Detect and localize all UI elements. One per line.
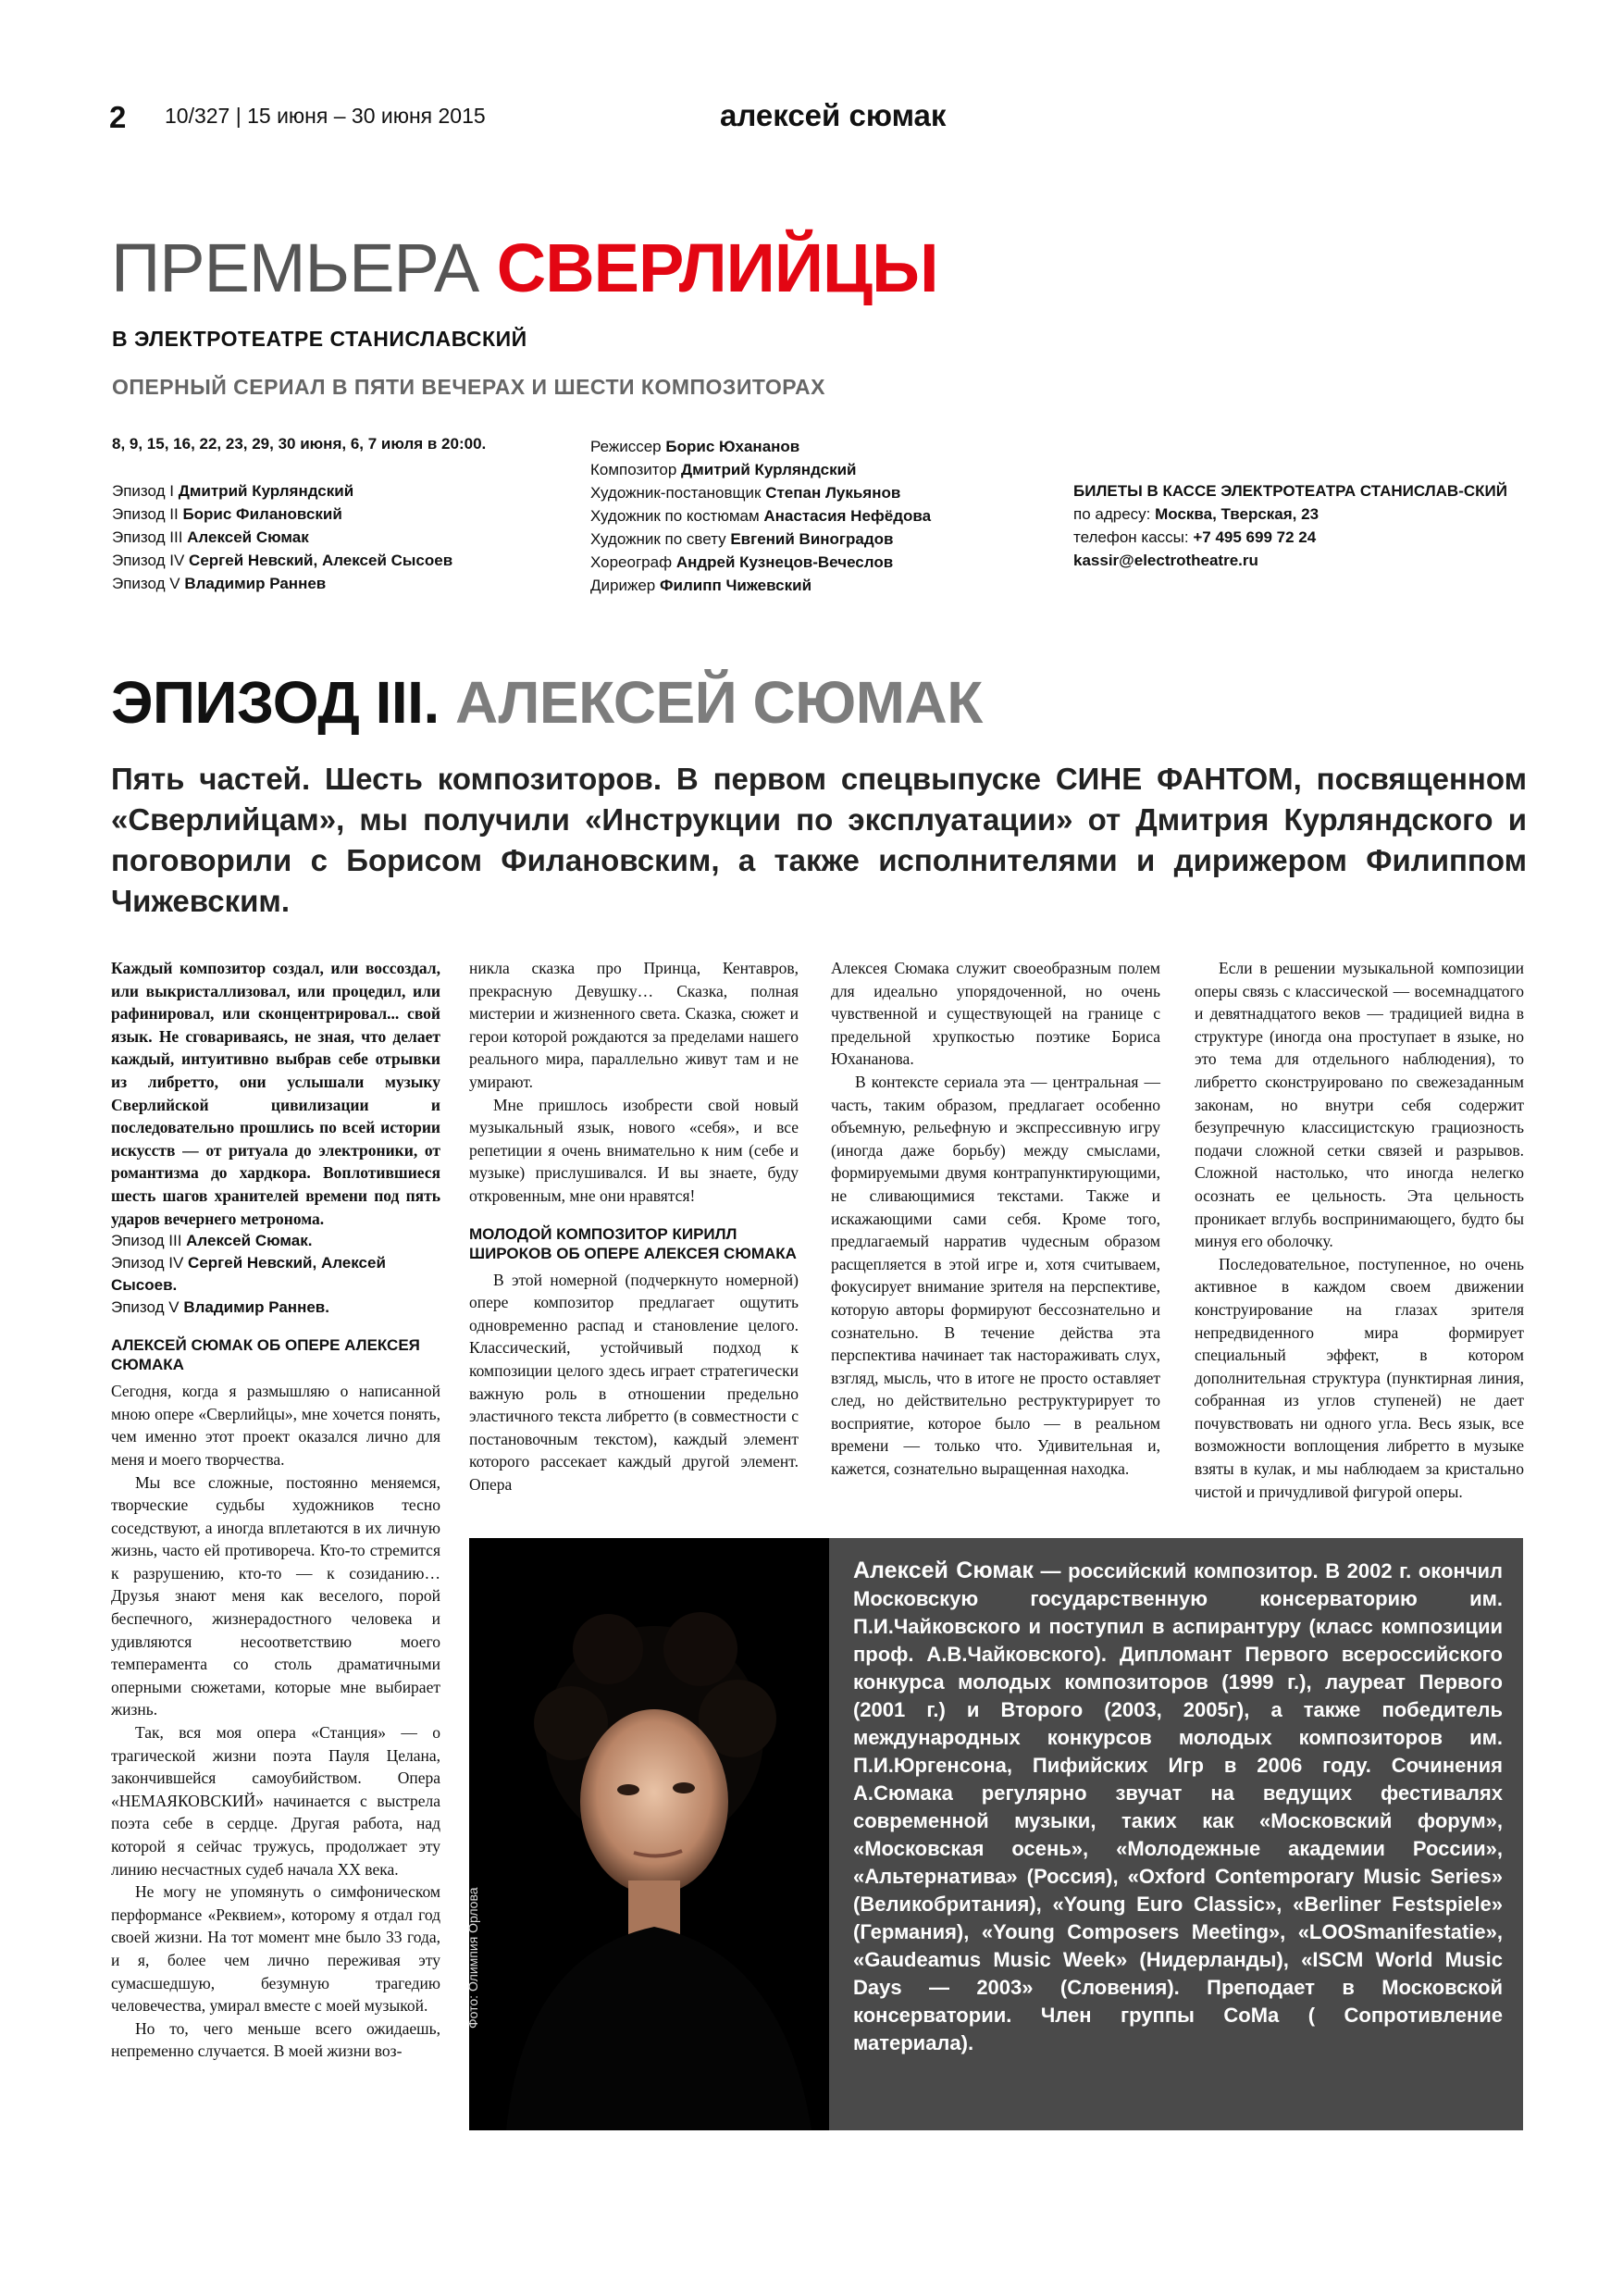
genre-subtitle: ОПЕРНЫЙ СЕРИАЛ В ПЯТИ ВЕЧЕРАХ И ШЕСТИ КОМПОЗИТОРАХ: [112, 375, 826, 399]
episode-list: [112, 479, 452, 595]
paragraph: Последовательное, поступенное, но очень активное в каждом своем движении конструирование на глазах зрителя непредвиденного мира формирует специальный эффект, в котором дополнительная структура (пунктирная линия, собранная из углов ступеней) не дает почувствовать ни одного угла. Весь язык, все возможности воплощения либретто в музыке взяты в кулак, и мы наблюдаем за кристально чистой и причудливой фигурой оперы.: [1195, 1254, 1524, 1501]
page-number: 2: [109, 100, 127, 134]
paragraph: Если в решении музыкальной композиции оперы связь с классической — восемнадцатого и девятнадцатого веков — традицией видна в структуре (иногда она проступает в языке, но это тема для отдельного наблюдения), то либретто сконструировано по свежезаданным законам, но внутри себя содержит безупречную классицистскую грациозность подачи сложной сетки связей и разрывов. Сложной настолько, что иногда нелегко осознать ее цельность. Эта цельность проникает вглубь воспринимающего, будто бы минуя его оболочку.: [1195, 959, 1524, 1251]
article-column-1: [111, 957, 440, 2063]
paragraph: Мы все сложные, постоянно меняемся, творческие судьбы художников тесно соседствуют, а иногда вплетаются в их личную жизнь, часто ей противореча. Кто-то стремится к разрушению, кто-то — к созиданию… Друзья знают меня как веселого, порой беспечного, жизнерадостного человека и удивляются несоответствию моего темперамента со столь драматичными оперными сюжетами, которые мне выбирает жизнь.: [111, 1472, 440, 1719]
episode-signature: Эпизод III Алексей Сюмак. Эпизод IV Сергей Невский, Алексей Сысоев. Эпизод V Владимир Раннев.: [111, 1232, 386, 1317]
crew-item: Хореограф Андрей Кузнецов-Вечеслов: [590, 553, 894, 571]
venue-subtitle: В ЭЛЕКТРОТЕАТРЕ СТАНИСЛАВСКИЙ: [112, 327, 527, 351]
premiere-title: [111, 231, 938, 305]
photo-credit: Фото: Олимпия Орлова: [465, 1887, 480, 2029]
performance-dates: 8, 9, 15, 16, 22, 23, 29, 30 июня, 6, 7 июля в 20:00.: [112, 435, 487, 453]
portrait-illustration: [469, 1538, 829, 2130]
paragraph: Мне пришлось изобрести свой новый музыкальный язык, нового «себя», и все репетиции я очень внимательно к ним (себе и музыке) прислушивался. И вы знаете, буду откровенным, мне они нравятся!: [469, 1095, 799, 1205]
episode-item: Эпизод I Дмитрий Курляндский: [112, 482, 354, 500]
ticket-info: [1073, 479, 1536, 572]
ticket-title: БИЛЕТЫ В КАССЕ ЭЛЕКТРОТЕАТРА СТАНИСЛАВ-СКИЙ: [1073, 482, 1507, 500]
ticket-address: по адресу: Москва, Тверская, 23: [1073, 505, 1319, 523]
premiere-word: ПРЕМЬЕРА: [111, 230, 479, 306]
section-heading: МОЛОДОЙ КОМПОЗИТОР КИРИЛЛ ШИРОКОВ ОБ ОПЕРЕ АЛЕКСЕЯ СЮМАКА: [469, 1224, 797, 1262]
paragraph: никла сказка про Принца, Кентавров, прекрасную Девушку… Сказка, полная мистерии и жизненного света. Сказка, сюжет и герои которой рождаются за пределами нашего реального мира, параллельно живут там и не умирают.: [469, 959, 799, 1091]
paragraph: Но то, чего меньше всего ожидаешь, непременно случается. В моей жизни воз-: [111, 2018, 440, 2061]
bio-name: Алексей Сюмак: [853, 1558, 1034, 1583]
episode-number: ЭПИЗОД III.: [111, 669, 440, 736]
crew-item: Художник-постановщик Степан Лукьянов: [590, 484, 901, 502]
crew-item: Дирижер Филипп Чижевский: [590, 577, 812, 594]
composer-bio: [829, 1538, 1523, 2130]
episode-item: Эпизод IV Сергей Невский, Алексей Сысоев: [112, 552, 453, 569]
episode-item: Эпизод V Владимир Раннев: [112, 575, 327, 592]
issue-info: 10/327 | 15 июня – 30 июня 2015: [165, 104, 486, 128]
ticket-email[interactable]: kassir@electrotheatre.ru: [1073, 552, 1258, 569]
paragraph: Не могу не упомянуть о симфоническом перформансе «Реквием», которому я отдал год своей жизни. На тот момент мне было 33 года, и я, более чем лично переживая эту сумасшедшую, безумную трагедию человечества, умирал вместе с моей музыкой.: [111, 1882, 440, 2016]
bio-text: — российский композитор. В 2002 г. окончил Московскую государственную консерваторию им. П.И.Чайковского и поступил в аспирантуру (класс композиции проф. А.В.Чайковского). Дипломант Первого всероссийского конкурса молодых композиторов (1999 г.), лауреат Первого (2001 г.) и Второго (2003, 2005г), а также победитель международных конкурсов молодых композиторов им. П.И.Юргенсона, Пифийских Игр в 2006 году. Сочинения А.Сюмака регулярно звучат на ведущих фестивалях современной музыки, таких как «Московский форум», «Московская осень», «Молодежные академии России», «Альтернатива» (Россия), «Oxford Contemporary Music Series» (Великобритания), «Young Euro Classic», «Berliner Festspiele» (Германия), «Young Composers Meeting», «LOOSmanifestatie», «Gaudeamus Music Week» (Нидерланды), «ISCM World Music Days — 2003» (Словения). Преподает в Московской консерватории. Член группы CoMa ( Сопротивление материала).: [853, 1559, 1503, 2054]
episode-heading: [111, 668, 983, 737]
article-column-4: [1195, 957, 1524, 1503]
article-column-3: [831, 957, 1160, 1481]
crew-list: [590, 435, 931, 597]
episode-item: Эпизод III Алексей Сюмак: [112, 528, 309, 546]
crew-item: Режиссер Борис Юхананов: [590, 438, 800, 455]
crew-item: Художник по костюмам Анастасия Нефёдова: [590, 507, 932, 525]
paragraph: Сегодня, когда я размышляю о написанной мною опере «Сверлийцы», мне хочется понять, чем именно этот проект оказался лично для меня и моего творчества.: [111, 1382, 440, 1469]
lead-paragraph: Пять частей. Шесть композиторов. В первом спецвыпуске СИНЕ ФАНТОМ, посвященном «Сверлийцам», мы получили «Инструкции по эксплуатации» от Дмитрия Курляндского и поговорили с Борисом Филановским, а также исполнителями и дирижером Филиппом Чижевским.: [111, 762, 1527, 918]
section-title: алексей сюмак: [720, 98, 947, 132]
paragraph: Так, вся моя опера «Станция» — о трагической жизни поэта Пауля Целана, закончившейся самоубийством. Опера «НЕМАЯКОВСКИЙ» начинается с выстрела поэта себе в сердце. Другая работа, над которой я сейчас тружусь, продолжает эту линию несчастных судеб начала XX века.: [111, 1723, 440, 1879]
intro-paragraph: Каждый композитор создал, или воссоздал, или выкристаллизовал, или процедил, или рафинировал, или сконцентрировал... свой язык. Не сговариваясь, не зная, что делает каждый, интуитивно выбрав себе отрывки из либретто, они услышали музыку Сверлийской цивилизации и последовательно прошлись по всей истории искусств — от ритуала до электроники, от романтизма до хардкора. Воплотившиеся шесть шагов хранителей времени под пять ударов вечернего метронома.: [111, 959, 440, 1228]
crew-item: Художник по свету Евгений Виноградов: [590, 530, 894, 548]
section-heading: АЛЕКСЕЙ СЮМАК ОБ ОПЕРЕ АЛЕКСЕЯ СЮМАКА: [111, 1336, 420, 1374]
paragraph: Алексея Сюмака служит своеобразным полем для идеально упорядоченной, но очень чувственной и существующей на границе с предельной хрупкостью поэтике Бориса Юхананова.: [831, 959, 1160, 1069]
ticket-phone: телефон кассы: +7 495 699 72 24: [1073, 528, 1317, 546]
episode-composer: АЛЕКСЕЙ СЮМАК: [455, 669, 983, 736]
paragraph: В этой номерной (подчеркнуто номерной) опере композитор предлагает ощутить одновременно распад и становление целого. Классический, устойчивый подход к композиции целого здесь играет стратегически важную роль в отношении предельно эластичного текста либретто (в совместности с постановочным текстом), каждый элемент которого рассекает каждый другой элемент. Опера: [469, 1270, 799, 1494]
crew-item: Композитор Дмитрий Курляндский: [590, 461, 857, 478]
composer-photo: [465, 1538, 829, 2130]
article-column-2: [469, 957, 799, 1496]
episode-item: Эпизод II Борис Филановский: [112, 505, 342, 523]
opera-title: СВЕРЛИЙЦЫ: [496, 230, 938, 306]
paragraph: В контексте сериала эта — центральная — часть, таким образом, предлагает особенно объемную, рельефную и экспрессивную игру (иногда даже борьбу) между смыслами, формируемыми двумя контрапунктирующими, не сливающимися текстами. Также и искажающими сами себя. Кроме того, предлагаемый нарратив чудесным образом расщепляется в этой игре и, хотя считываем, фокусирует внимание зрителя на перспективе, которую авторы формируют бессознательно и сознательно. В течение действа эта перспектива начинает так настораживать слух, взгляд, мысль, что в итоге не просто оставляет след, но действительно реструктурирует то восприятие, которое было — в реальном времени — только что. Удивительная и, кажется, сознательно выращенная находка.: [831, 1072, 1160, 1479]
